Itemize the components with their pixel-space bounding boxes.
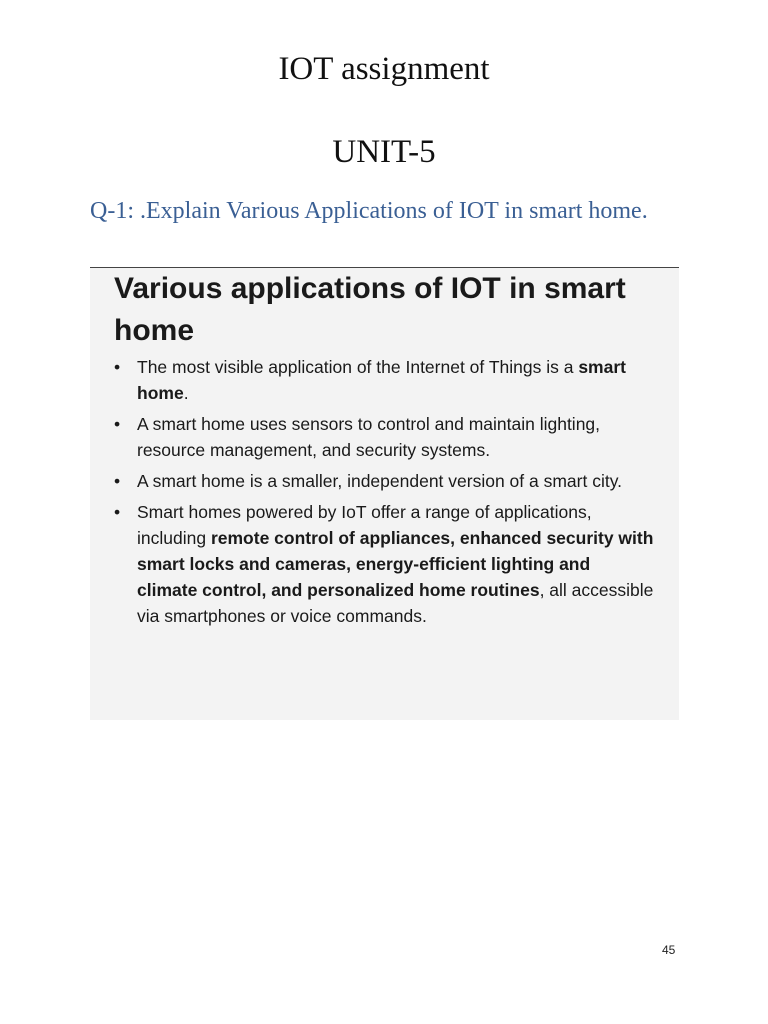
document-title: IOT assignment — [278, 51, 490, 87]
question-heading: Q-1: .Explain Various Applications of IOT in smart home. — [90, 198, 648, 224]
slide-heading: Various applications of IOT in smart home — [114, 272, 626, 347]
bullet-dot-icon: • — [114, 502, 121, 522]
bullet-bold-text: smart home — [137, 357, 626, 403]
bullet-list — [114, 354, 654, 634]
bullet-dot-icon: • — [114, 471, 121, 491]
slide-image — [90, 267, 679, 720]
bullet-text: The most visible application of the Internet of Things is a — [137, 357, 579, 377]
bullet-text: . — [183, 383, 189, 403]
bullet-item — [114, 468, 654, 494]
bullet-bold-text: remote control of appliances, enhanced security with smart locks and cameras, energy-efficient lighting and climate control, and personalized home routines — [137, 528, 654, 600]
bullet-text: Smart homes powered by IoT offer a range of applications, including — [137, 502, 592, 548]
bullet-item — [114, 354, 654, 406]
bullet-text: , all accessible via smartphones or voice commands. — [137, 580, 654, 626]
unit-heading: UNIT-5 — [332, 134, 436, 170]
bullet-text: A smart home is a smaller, independent version of a smart city. — [137, 471, 623, 491]
page-number: 45 — [662, 943, 676, 957]
bullet-item — [114, 411, 654, 463]
bullet-item — [114, 499, 654, 629]
bullet-dot-icon: • — [114, 357, 121, 377]
bullet-text: A smart home uses sensors to control and maintain lighting, resource management, and security systems. — [137, 414, 601, 460]
bullet-dot-icon: • — [114, 414, 121, 434]
